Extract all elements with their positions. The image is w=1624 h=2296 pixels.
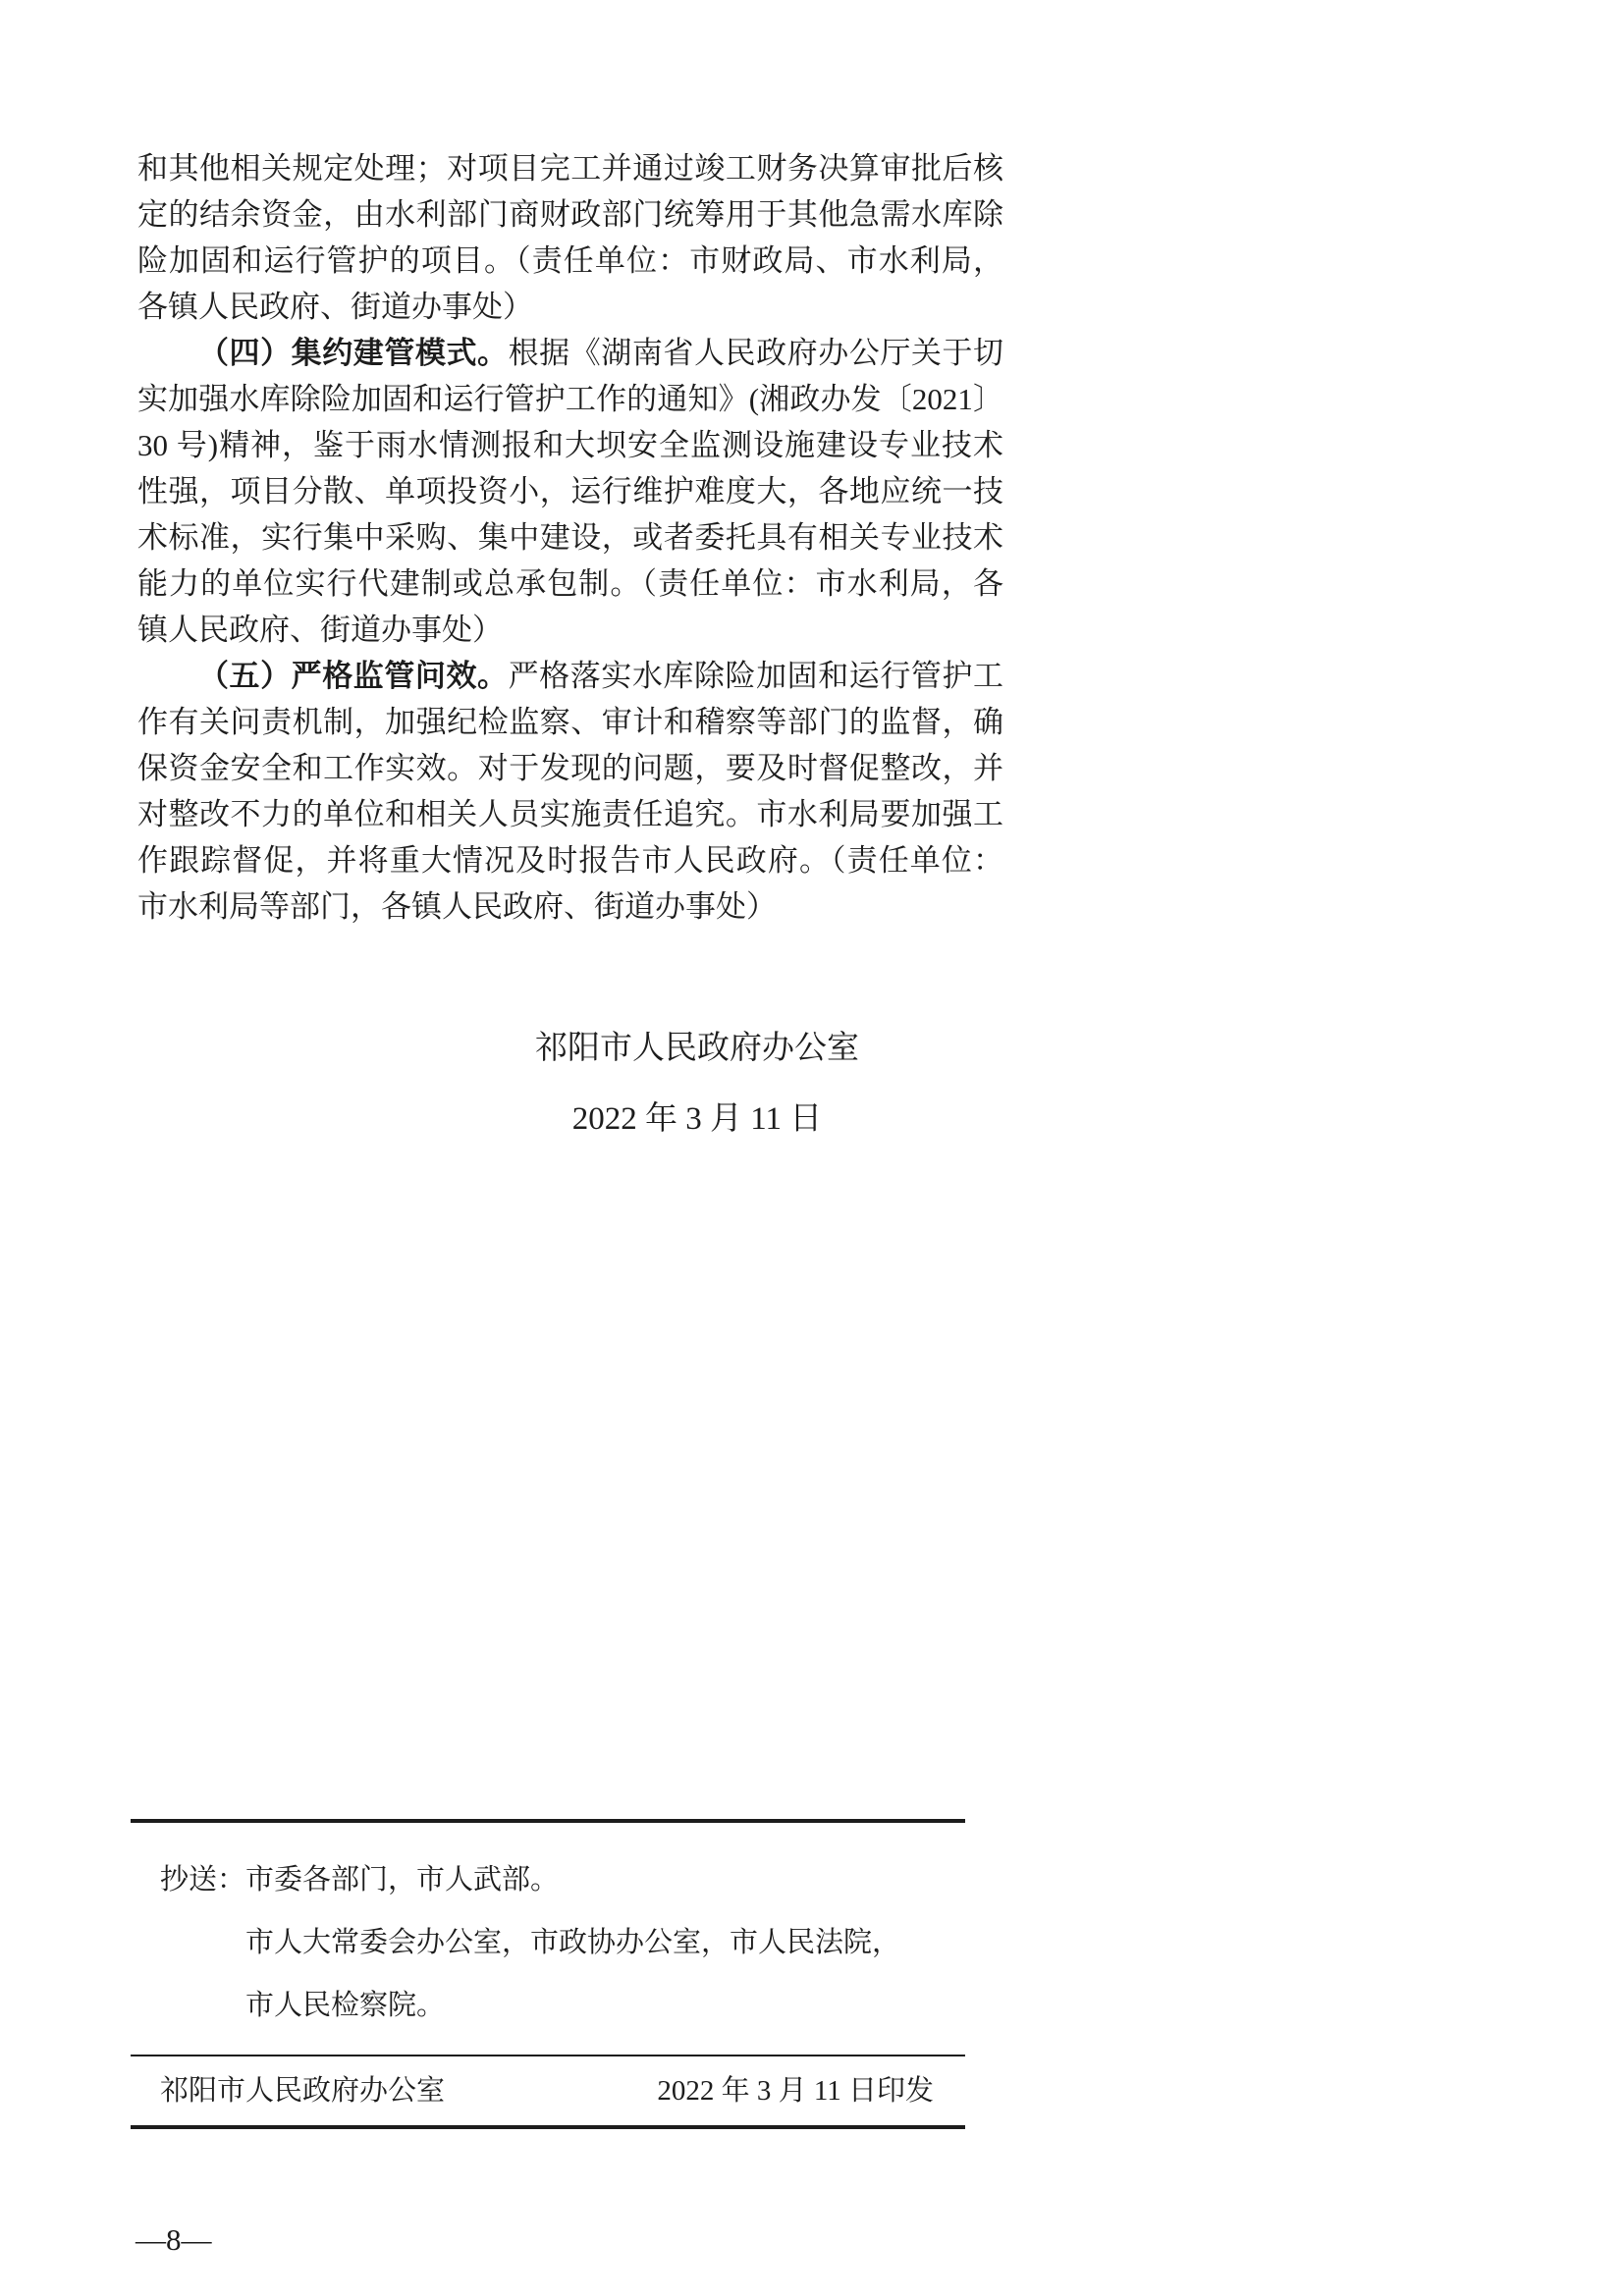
paragraph-continuation-text: 和其他相关规定处理；对项目完工并通过竣工财务决算审批后核定的结余资金，由水利部门商财政部门统筹用于其他急需水库除险加固和运行管护的项目。（责任单位：市财政局、市水利局，各镇人民政府、街道办事处）	[137, 151, 1003, 324]
paragraph-item-4	[137, 330, 1003, 653]
paragraph-continuation	[137, 145, 1003, 330]
copy-to-label: 抄送：	[160, 1864, 246, 1896]
copy-to-section	[131, 1823, 965, 2055]
print-date: 2022 年 3 月 11 日印发	[657, 2075, 934, 2107]
paragraph-item-5-heading: （五）严格监管问效。	[198, 659, 509, 693]
signature-block	[137, 1013, 1257, 1154]
signature-date: 2022 年 3 月 11 日	[571, 1101, 823, 1137]
issuer-row	[131, 2056, 965, 2125]
page-number: —8—	[135, 2222, 212, 2257]
copy-to-line-3: 市人民检察院。	[245, 1990, 446, 2021]
paragraph-item-5-text: 严格落实水库除险加固和运行管护工作有关问责机制，加强纪检监察、审计和稽察等部门的监督，确保资金安全和工作实效。对于发现的问题，要及时督促整改，并对整改不力的单位和相关人员实施责任追究。市水利局要加强工作跟踪督促，并将重大情况及时报告市人民政府。（责任单位：市水利局等部门，各镇人民政府、街道办事处）	[137, 659, 1004, 924]
copy-to-list	[245, 1848, 900, 2037]
record-block	[131, 1819, 965, 2129]
record-bottom-divider	[131, 2125, 965, 2129]
paragraph-item-4-heading: （四）集约建管模式。	[198, 336, 509, 370]
paragraph-item-4-text: 根据《湖南省人民政府办公厅关于切实加强水库除险加固和运行管护工作的通知》(湘政办发〔2021〕30 号)精神，鉴于雨水情测报和大坝安全监测设施建设专业技术性强，项目分散、单项投资小，运行维护难度大，各地应统一技术标准，实行集中采购、集中建设，或者委托具有相关专业技术能力的单位实行代建制或总承包制。（责任单位：市水利局，各镇人民政府、街道办事处）	[137, 336, 1004, 647]
copy-to-line-2: 市人大常委会办公室，市政协办公室，市人民法院，	[245, 1927, 901, 1958]
copy-to-line-1: 市委各部门，市人武部。	[245, 1864, 560, 1896]
signature-organization: 祁阳市人民政府办公室	[535, 1031, 859, 1066]
document-body	[137, 145, 1003, 930]
issuer-office: 祁阳市人民政府办公室	[160, 2075, 446, 2107]
paragraph-item-5	[137, 653, 1003, 930]
